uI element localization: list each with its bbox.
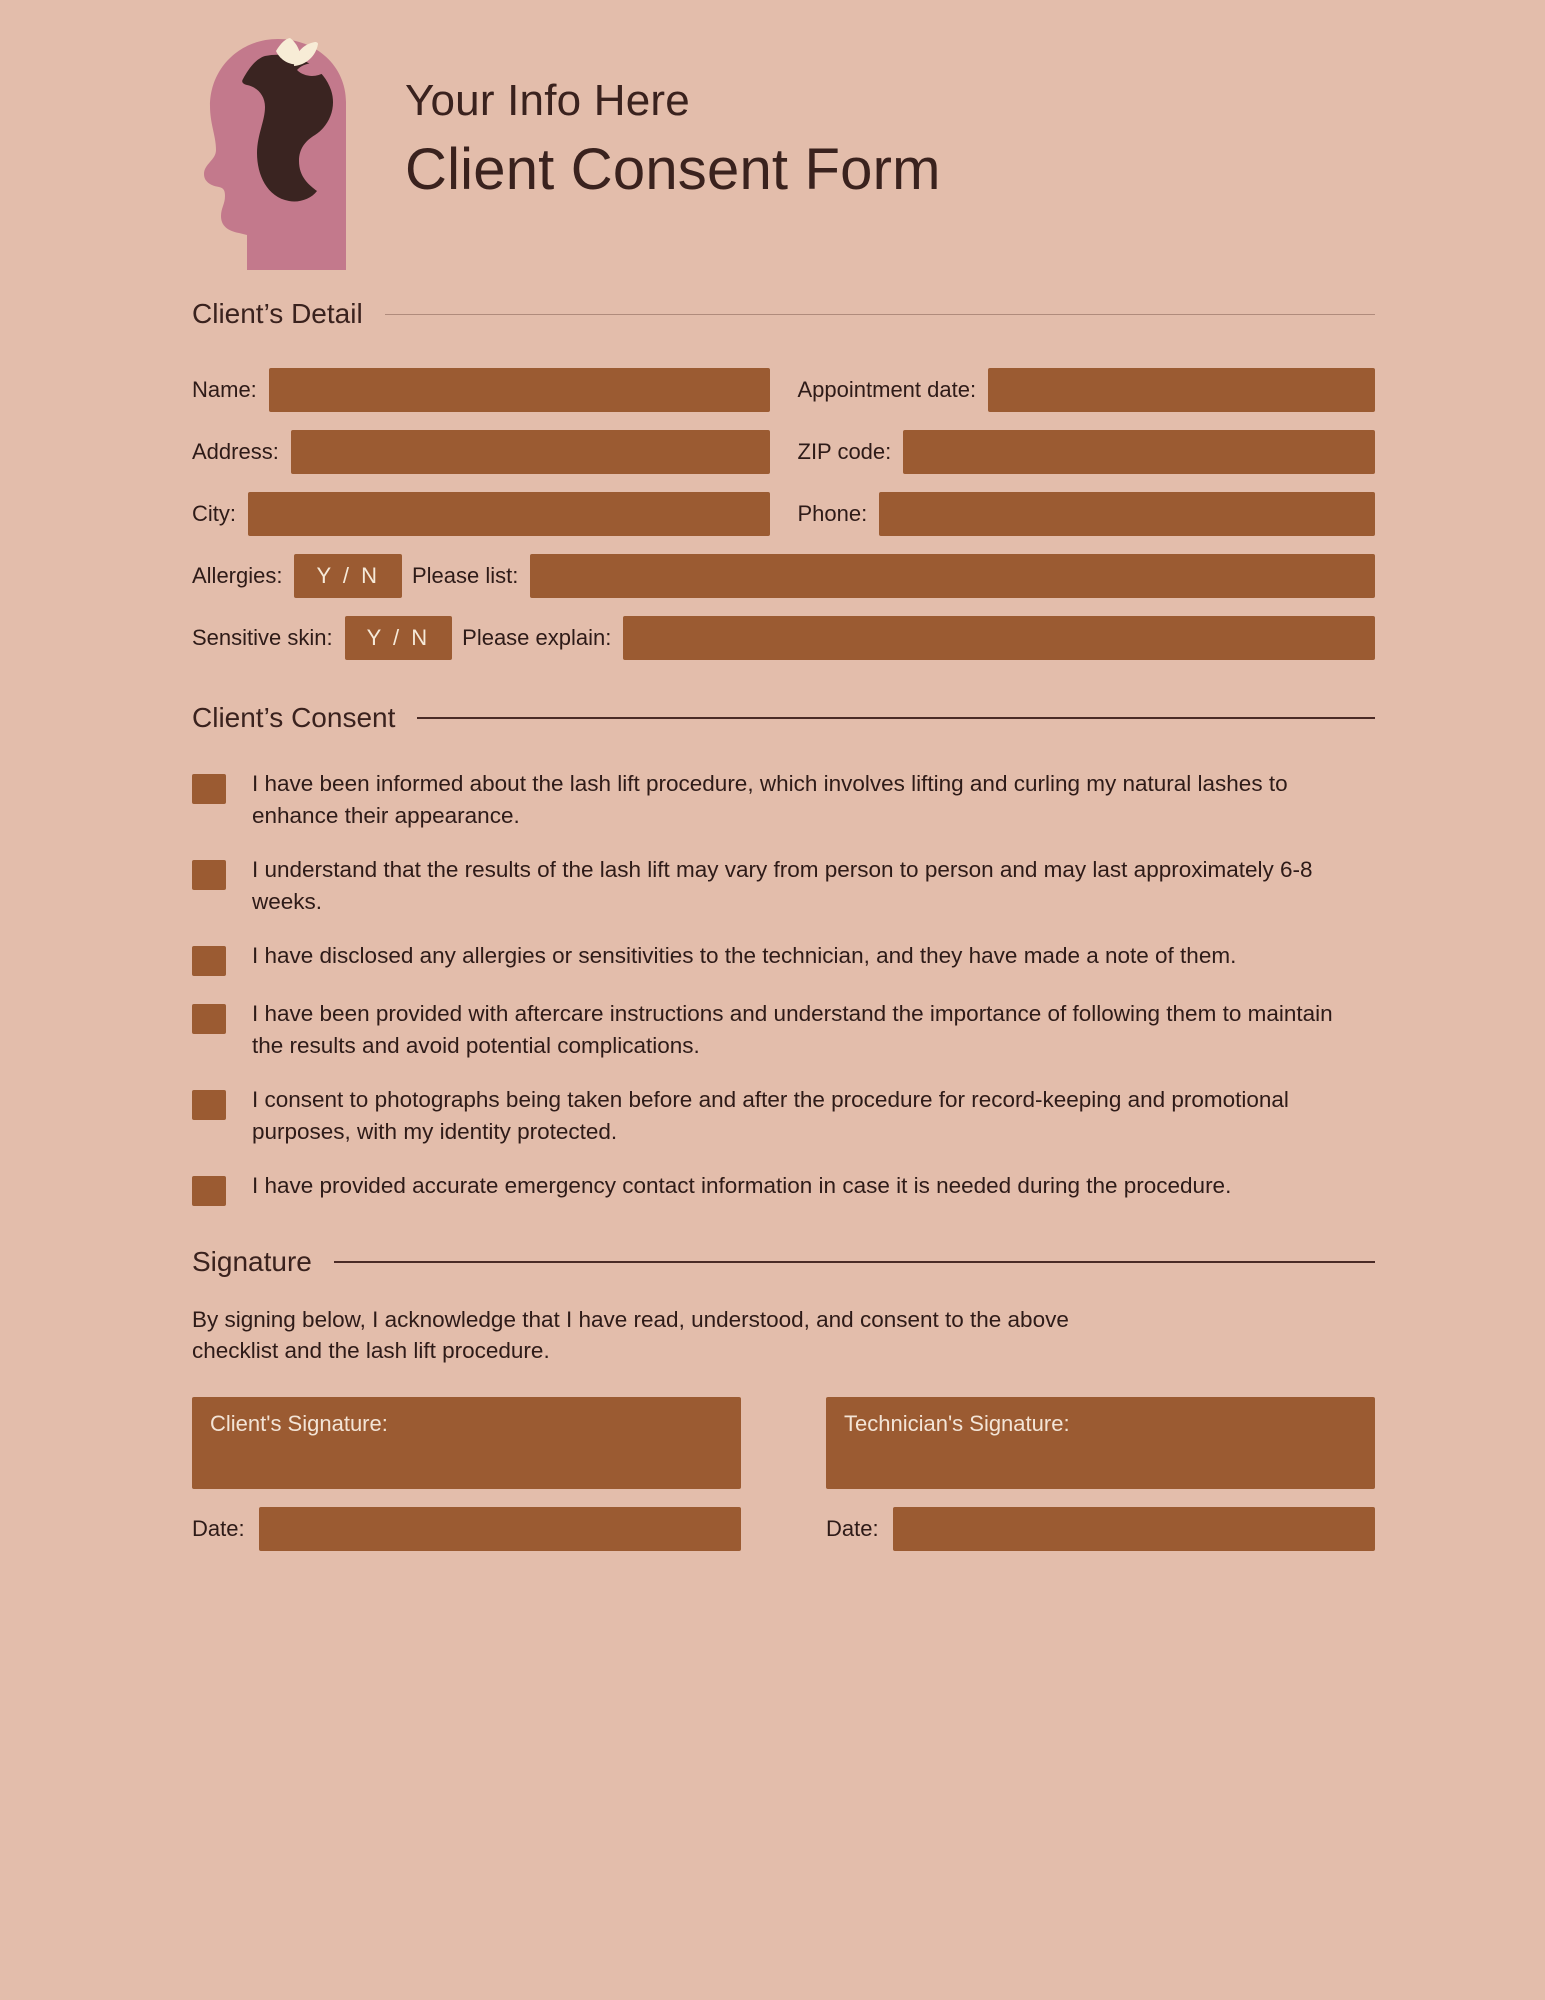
zip-input[interactable] (903, 430, 1375, 474)
allergies-label: Allergies: (192, 563, 283, 588)
sensitive-explain-input[interactable] (623, 616, 1375, 660)
consent-item-text: I understand that the results of the lash lift may vary from person to person and may last approximately 6-8 weeks. (252, 856, 1313, 914)
consent-checkbox[interactable] (192, 946, 226, 976)
consent-checkbox[interactable] (192, 1090, 226, 1120)
list-item (192, 998, 1375, 1062)
client-date-row (192, 1507, 741, 1551)
consent-item-text: I consent to photographs being taken before and after the procedure for record-keeping and promotional purposes, with my identity protected. (252, 1086, 1289, 1144)
field-zip (798, 430, 1376, 474)
client-date-input[interactable] (259, 1507, 741, 1551)
field-address (192, 430, 798, 474)
technician-signature-group (826, 1397, 1375, 1551)
section-label-consent: Client’s Consent (192, 702, 396, 733)
detail-row-allergies (192, 554, 1375, 598)
consent-item-text: I have provided accurate emergency contact information in case it is needed during the procedure. (252, 1172, 1232, 1198)
title-block (405, 73, 941, 227)
city-label: City: (192, 501, 236, 526)
address-label: Address: (192, 439, 279, 464)
consent-item-text: I have disclosed any allergies or sensitivities to the technician, and they have made a note of them. (252, 942, 1237, 968)
header-eyebrow: Your Info Here (405, 75, 690, 125)
allergies-list-label: Please list: (412, 563, 519, 588)
allergies-yes-no-toggle[interactable]: Y / N (294, 554, 402, 598)
woman-face-leaf-logo (170, 30, 385, 270)
signature-intro-text: By signing below, I acknowledge that I have read, understood, and consent to the above checklist and the lash lift procedure. (192, 1306, 1069, 1364)
field-phone (798, 492, 1376, 536)
list-item (192, 1084, 1375, 1148)
city-input[interactable] (248, 492, 770, 536)
appointment-date-input[interactable] (988, 368, 1375, 412)
field-appointment-date (798, 368, 1376, 412)
detail-row-city-phone (192, 492, 1375, 536)
section-rule (334, 1261, 1375, 1263)
section-heading-signature (0, 1246, 1545, 1278)
sensitive-explain-label: Please explain: (462, 625, 612, 650)
detail-row-sensitive-skin (192, 616, 1375, 660)
field-name (192, 368, 798, 412)
list-item (192, 940, 1375, 976)
client-date-label: Date: (192, 1516, 245, 1542)
appointment-date-label: Appointment date: (797, 377, 977, 402)
section-label-details: Client’s Detail (192, 298, 363, 329)
list-item (192, 1170, 1375, 1206)
consent-checkbox[interactable] (192, 1004, 226, 1034)
consent-checklist (0, 768, 1545, 1206)
technician-date-input[interactable] (893, 1507, 1375, 1551)
sensitive-skin-yes-no-toggle[interactable]: Y / N (345, 616, 453, 660)
section-rule (417, 717, 1375, 719)
section-rule (385, 314, 1375, 315)
client-signature-field[interactable]: Client's Signature: (192, 1397, 741, 1489)
technician-signature-field[interactable]: Technician's Signature: (826, 1397, 1375, 1489)
list-item (192, 768, 1375, 832)
form-header (0, 0, 1545, 270)
consent-checkbox[interactable] (192, 774, 226, 804)
phone-label: Phone: (797, 501, 868, 526)
list-item (192, 854, 1375, 918)
section-heading-details (0, 298, 1545, 330)
section-label-signature: Signature (192, 1245, 312, 1277)
consent-item-text: I have been provided with aftercare instructions and understand the importance of following them to maintain the results and avoid potential complications. (252, 1000, 1333, 1058)
page-title: Client Consent Form (405, 136, 941, 202)
name-input[interactable] (269, 368, 770, 412)
address-input[interactable] (291, 430, 770, 474)
signature-row (0, 1397, 1545, 1551)
client-signature-group (192, 1397, 741, 1551)
technician-date-row (826, 1507, 1375, 1551)
phone-input[interactable] (879, 492, 1375, 536)
consent-checkbox[interactable] (192, 1176, 226, 1206)
name-label: Name: (192, 377, 257, 402)
field-city (192, 492, 798, 536)
detail-row-name-appointment (192, 368, 1375, 412)
consent-item-text: I have been informed about the lash lift procedure, which involves lifting and curling my natural lashes to enhance their appearance. (252, 771, 1288, 828)
consent-checkbox[interactable] (192, 860, 226, 890)
technician-date-label: Date: (826, 1516, 879, 1542)
section-heading-consent (0, 702, 1545, 734)
zip-label: ZIP code: (797, 439, 892, 464)
detail-row-address-zip (192, 430, 1375, 474)
client-details-fields (0, 368, 1545, 660)
allergies-list-input[interactable] (530, 554, 1375, 598)
sensitive-skin-label: Sensitive skin: (192, 625, 333, 650)
